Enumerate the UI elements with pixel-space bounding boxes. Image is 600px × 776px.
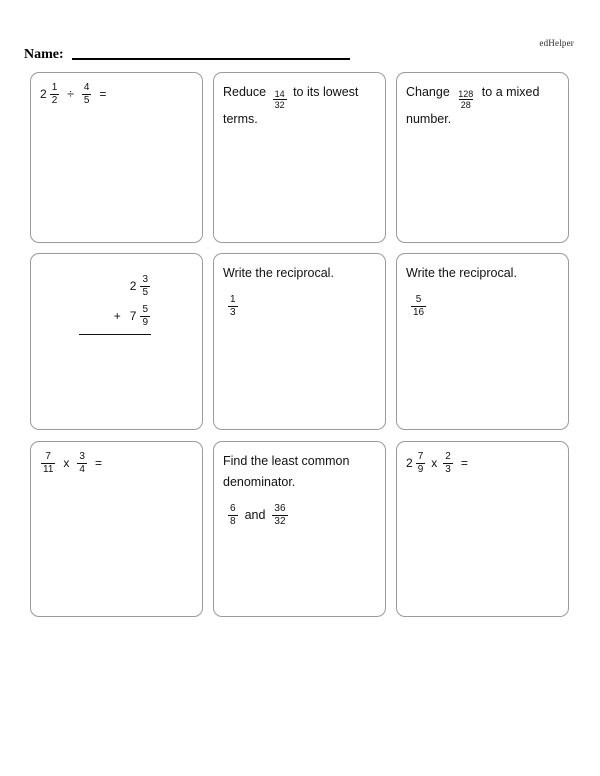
edhelper-logo: edHelper	[539, 38, 574, 48]
problem-box-7[interactable]	[30, 441, 203, 617]
denominator: 3	[230, 307, 236, 318]
name-field-row	[24, 48, 350, 62]
problem-box-6[interactable]	[396, 253, 569, 430]
mixed-whole-number: 2	[406, 456, 413, 470]
denominator: 32	[274, 516, 286, 527]
numerator: 36	[274, 503, 286, 514]
plus-operator: +	[113, 309, 121, 323]
numerator: 1	[230, 294, 236, 305]
spacer	[406, 284, 559, 294]
addend-row-1	[130, 271, 151, 301]
numerator: 4	[83, 82, 90, 93]
fraction-three-fourths	[77, 451, 87, 475]
fraction-two-thirds	[443, 451, 453, 475]
numerator: 128	[458, 89, 474, 99]
fraction-six-eighths	[228, 503, 238, 527]
numerator: 3	[79, 451, 85, 462]
problem-5-instruction: Write the reciprocal.	[223, 266, 334, 280]
problem-7-expression	[40, 451, 193, 475]
problem-4-vertical-addition	[40, 271, 193, 335]
fraction-four-fifths	[82, 82, 92, 106]
numerator: 5	[415, 294, 422, 305]
problem-3-text	[406, 82, 559, 130]
numerator: 3	[142, 274, 148, 285]
numerator: 7	[45, 451, 51, 462]
problem-box-5[interactable]	[213, 253, 386, 430]
sum-rule-line	[79, 334, 151, 335]
spacer	[223, 493, 376, 503]
multiplication-operator: x	[63, 456, 70, 470]
denominator: 8	[230, 516, 236, 527]
denominator: 28	[460, 100, 471, 110]
mixed-whole-number: 2	[40, 87, 47, 101]
denominator: 3	[445, 464, 451, 475]
denominator: 4	[79, 464, 85, 475]
fraction-three-fifths	[140, 274, 150, 298]
problem-1-expression	[40, 82, 193, 106]
problem-2-text	[223, 82, 376, 130]
equals-sign: =	[94, 456, 102, 470]
problem-box-1[interactable]	[30, 72, 203, 243]
mixed-whole-number: 7	[129, 309, 137, 323]
name-write-in-line[interactable]	[72, 58, 350, 60]
fraction-seven-ninths	[416, 451, 426, 475]
instruction-lead: Change	[406, 85, 450, 99]
numerator: 7	[417, 451, 424, 462]
numerator: 5	[142, 304, 148, 315]
numerator: 6	[230, 503, 236, 514]
problem-box-8[interactable]	[213, 441, 386, 617]
denominator: 2	[51, 95, 58, 106]
fraction-fourteen-thirtyseconds	[273, 89, 287, 110]
problem-row-2	[30, 253, 570, 430]
problem-row-1	[30, 72, 570, 243]
problem-6-value	[406, 294, 559, 318]
numerator: 1	[51, 82, 58, 93]
fraction-onetwentyeight-twentyeighths	[456, 89, 475, 110]
problem-box-2[interactable]	[213, 72, 386, 243]
instruction-tail: to its lowest terms.	[223, 85, 359, 126]
multiplication-operator: x	[431, 456, 438, 470]
numerator: 14	[274, 89, 285, 99]
fraction-five-ninths	[140, 304, 150, 328]
division-operator: ÷	[67, 87, 74, 101]
spacer	[223, 284, 376, 294]
fraction-one-third	[228, 294, 238, 318]
conjunction-and: and	[244, 507, 266, 522]
denominator: 32	[274, 100, 285, 110]
mixed-whole-number: 2	[129, 279, 137, 293]
problem-box-3[interactable]	[396, 72, 569, 243]
problem-9-expression	[406, 451, 559, 475]
addend-row-2	[114, 301, 151, 331]
denominator: 5	[142, 287, 148, 298]
fraction-thirtysix-thirtyseconds	[272, 503, 287, 527]
equals-sign: =	[99, 87, 107, 101]
denominator: 16	[413, 307, 425, 318]
problem-8-instruction: Find the least common denominator.	[223, 454, 350, 489]
fraction-one-half	[50, 82, 60, 106]
problem-box-9[interactable]	[396, 441, 569, 617]
problem-8-values	[223, 503, 376, 527]
instruction-tail: to a mixed number.	[406, 85, 540, 126]
problem-row-3	[30, 441, 570, 617]
problem-6-instruction: Write the reciprocal.	[406, 266, 517, 280]
denominator: 9	[417, 464, 424, 475]
instruction-lead: Reduce	[223, 85, 267, 99]
denominator: 9	[142, 317, 148, 328]
denominator: 5	[83, 95, 90, 106]
fraction-five-sixteenths	[411, 294, 426, 318]
equals-sign: =	[460, 456, 468, 470]
worksheet-grid	[30, 72, 570, 617]
problem-5-value	[223, 294, 376, 318]
problem-box-4[interactable]	[30, 253, 203, 430]
fraction-seven-elevenths	[41, 451, 55, 475]
denominator: 11	[43, 464, 54, 475]
numerator: 2	[445, 451, 451, 462]
name-label: Name:	[24, 47, 64, 62]
